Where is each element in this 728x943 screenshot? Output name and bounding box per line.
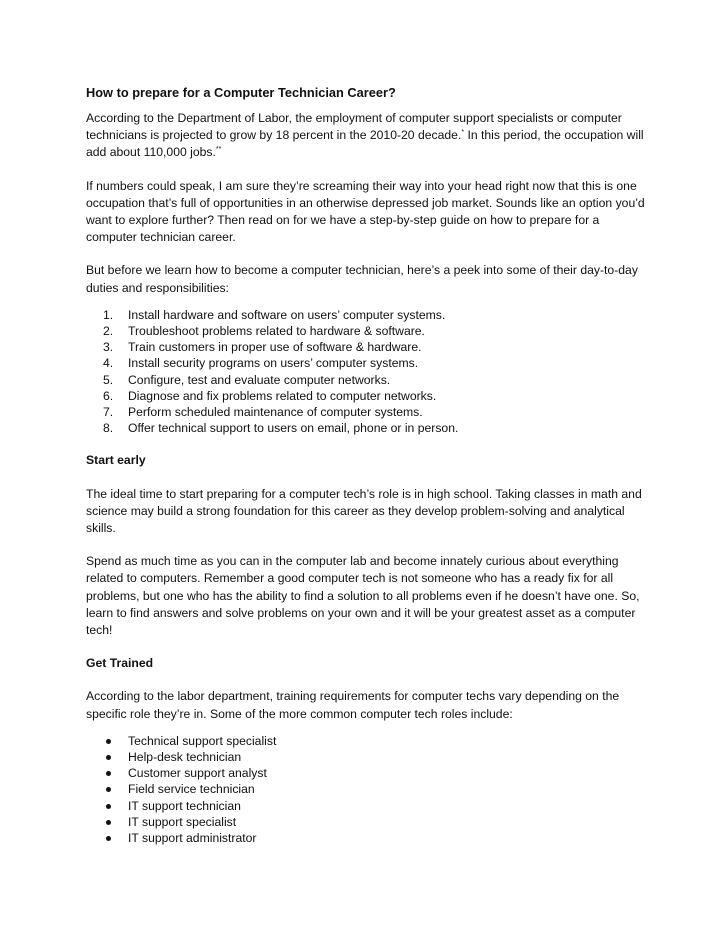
list-item-text: IT support specialist xyxy=(128,814,237,829)
list-item-text: Offer technical support to users on email, phone or in person. xyxy=(128,421,459,436)
list-item xyxy=(86,749,646,765)
list-item xyxy=(86,323,646,339)
list-item-text: Diagnose and fix problems related to computer networks. xyxy=(128,388,437,403)
list-item-text: Customer support analyst xyxy=(128,766,267,781)
footnote-marker-2: ** xyxy=(215,146,222,154)
bullet-icon xyxy=(106,755,111,760)
list-item xyxy=(86,798,646,814)
list-item xyxy=(86,404,646,420)
list-item-text: Perform scheduled maintenance of computer systems. xyxy=(128,404,423,419)
list-item xyxy=(86,420,646,436)
list-item xyxy=(86,830,646,846)
list-item xyxy=(86,339,646,355)
paragraph-computer-lab: Spend as much time as you can in the computer lab and become innately curious about everything related to computers. Remember a good computer tech is not someone who has a ready fix for all problems, but one who has the ability to find a solution to all problems even if he doesn’t have one. So, learn to find answers and solve problems on your own and it will be your greatest asset as a computer tech! xyxy=(86,554,640,637)
list-number: 4. xyxy=(103,356,114,371)
paragraph-opportunities: If numbers could speak, I am sure they’re screaming their way into your head right now that this is one occupation that’s full of opportunities in an otherwise depressed job market. Sounds like an option you’d want to explore further? Then read on for we have a step-by-step guide on how to prepare for a computer technician career. xyxy=(86,178,645,245)
list-item-text: Configure, test and evaluate computer networks. xyxy=(128,372,391,387)
list-item-text: Troubleshoot problems related to hardware & software. xyxy=(128,324,425,339)
list-item-text: Install security programs on users’ computer systems. xyxy=(128,356,419,371)
document-title: How to prepare for a Computer Technician Career? xyxy=(86,85,396,100)
list-number: 5. xyxy=(103,372,114,387)
section-heading-start-early: Start early xyxy=(86,453,146,468)
list-number: 6. xyxy=(103,388,114,403)
section-heading-get-trained: Get Trained xyxy=(86,656,154,671)
bullet-icon xyxy=(106,804,111,809)
intro-paragraph xyxy=(86,110,646,162)
bullet-icon xyxy=(106,836,111,841)
list-item-text: IT support administrator xyxy=(128,830,257,845)
list-number: 1. xyxy=(103,307,114,322)
footnote-marker-1: * xyxy=(461,129,465,137)
intro-text-middle: In this period, the occupation will add about 110,000 jobs. xyxy=(86,128,644,160)
list-item-text: Install hardware and software on users’ computer systems. xyxy=(128,307,446,322)
list-item-text: Field service technician xyxy=(128,782,255,797)
list-item-text: Technical support specialist xyxy=(128,733,277,748)
list-item xyxy=(86,355,646,371)
list-item xyxy=(86,307,646,323)
bullet-icon xyxy=(106,771,111,776)
intro-text-before: According to the Department of Labor, the employment of computer support specialists or computer technicians is projected to grow by 18 percent in the 2010-20 decade. xyxy=(86,111,622,143)
list-number: 8. xyxy=(103,421,114,436)
paragraph-training: According to the labor department, training requirements for computer techs vary depending on the specific role they’re in. Some of the more common computer tech roles include: xyxy=(86,689,620,721)
paragraph-duties-intro: But before we learn how to become a computer technician, here’s a peek into some of their day-to-day duties and responsibilities: xyxy=(86,263,638,295)
list-item xyxy=(86,814,646,830)
list-item xyxy=(86,765,646,781)
list-item-text: Help-desk technician xyxy=(128,749,242,764)
list-item-text: Train customers in proper use of software & hardware. xyxy=(128,340,422,355)
list-item xyxy=(86,733,646,749)
list-item-text: IT support technician xyxy=(128,798,241,813)
duties-list xyxy=(86,307,646,437)
bullet-icon xyxy=(106,739,111,744)
list-number: 2. xyxy=(103,324,114,339)
bullet-icon xyxy=(106,820,111,825)
document-page xyxy=(86,84,646,846)
list-item xyxy=(86,372,646,388)
list-item xyxy=(86,388,646,404)
list-number: 7. xyxy=(103,404,114,419)
bullet-icon xyxy=(106,787,111,792)
list-item xyxy=(86,781,646,797)
list-number: 3. xyxy=(103,340,114,355)
paragraph-start-early: The ideal time to start preparing for a computer tech’s role is in high school. Taking classes in math and science may build a strong foundation for this career as they develop problem-solving and analytical skills. xyxy=(86,486,642,535)
roles-list xyxy=(86,733,646,846)
